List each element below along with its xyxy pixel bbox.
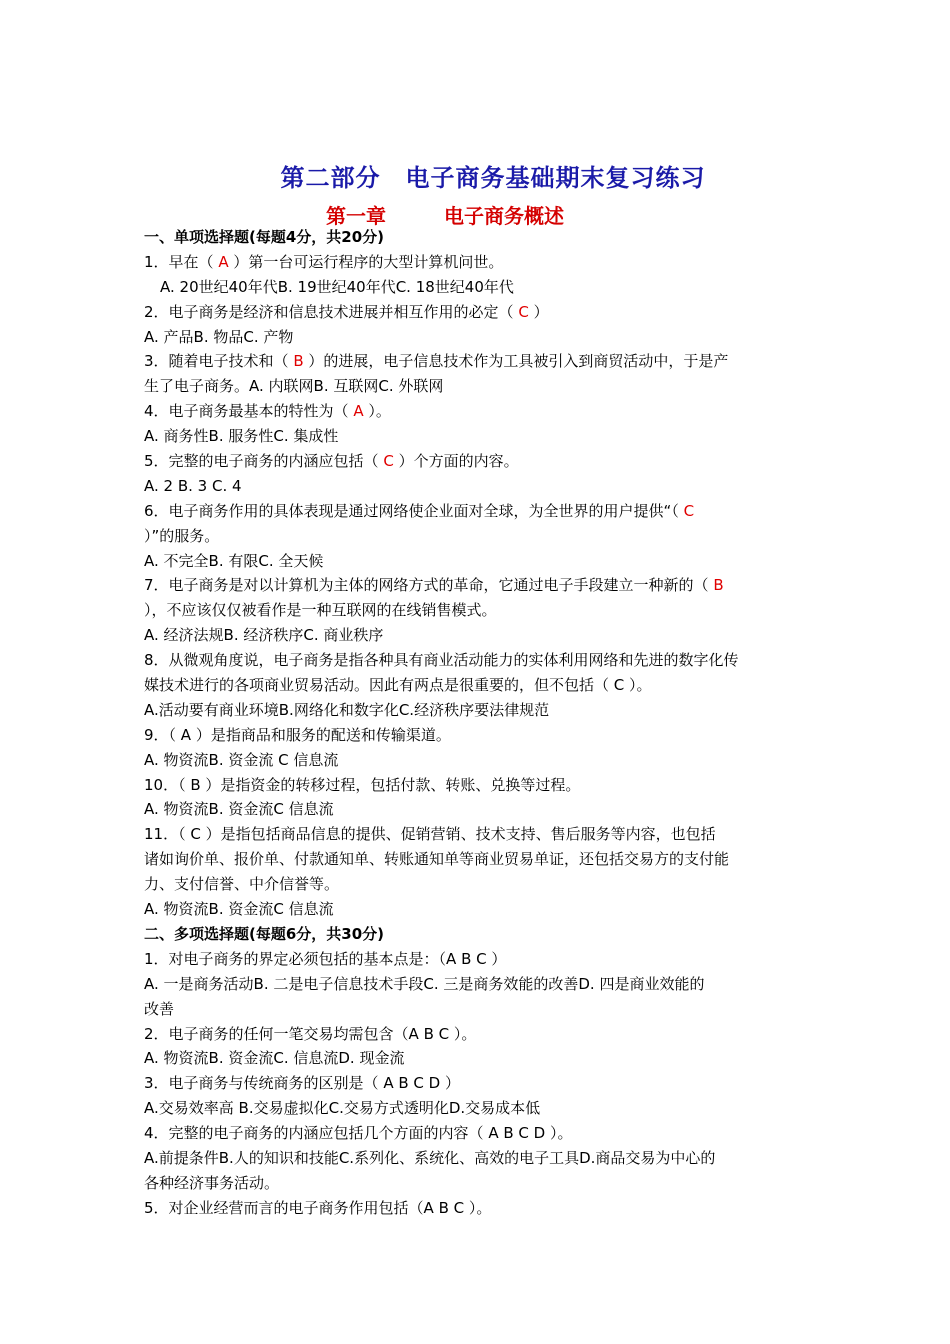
line-text: 媒技术进行的各项商业贸易活动。因此有两点是很重要的，但不包括（ C ）。: [144, 676, 652, 695]
text-line: [144, 872, 812, 897]
line-text: A. 物资流B. 资金流 C 信息流: [144, 750, 339, 769]
text-line: [144, 1071, 812, 1096]
line-text: A. 物资流B. 资金流C 信息流: [144, 900, 334, 919]
page-title: 第二部分 电子商务基础期末复习练习: [280, 164, 706, 192]
text-line: [144, 549, 812, 574]
line-text: 7．电子商务是对以计算机为主体的网络方式的革命，它通过电子手段建立一种新的（: [144, 576, 714, 595]
text-line: [144, 250, 812, 275]
line-text: 3．随着电子技术和（: [144, 352, 294, 371]
text-line: [144, 449, 812, 474]
line-text: 5．完整的电子商务的内涵应包括（: [144, 452, 384, 471]
line-text: 2．电子商务是经济和信息技术进展并相互作用的必定（: [144, 302, 519, 321]
line-text: 改善: [144, 999, 175, 1018]
text-line: [144, 673, 812, 698]
line-text: 10．（ B ）是指资金的转移过程，包括付款、转账、兑换等过程。: [144, 775, 581, 794]
text-line: [144, 1121, 812, 1146]
line-text-tail: ）个方面的内容。: [393, 452, 519, 471]
text-line: [144, 598, 812, 623]
text-line: [144, 399, 812, 424]
text-line: [144, 275, 812, 300]
text-line: [144, 822, 812, 847]
line-text: 3．电子商务与传统商务的区别是（ A B C D ）: [144, 1074, 460, 1093]
text-line: [144, 1171, 812, 1196]
line-text: ）”的服务。: [144, 526, 220, 545]
text-line: [144, 1046, 812, 1071]
text-line: [144, 1146, 812, 1171]
chapter-name: 电子商务概述: [444, 204, 564, 228]
answer-mark: A: [218, 252, 229, 271]
line-text-tail: ）: [528, 302, 549, 321]
text-line: [144, 623, 812, 648]
text-line: [144, 797, 812, 822]
line-text-tail: ）。: [363, 402, 391, 421]
answer-mark: C: [383, 452, 394, 471]
line-text: A. 2 B. 3 C. 4: [144, 476, 242, 495]
line-text: 力、支付信誉、中介信誉等。: [144, 875, 340, 894]
line-text: A. 商务性B. 服务性C. 集成性: [144, 427, 339, 446]
text-line: [144, 424, 812, 449]
line-text: 4．完整的电子商务的内涵应包括几个方面的内容（ A B C D ）。: [144, 1124, 573, 1143]
text-line: [144, 1022, 812, 1047]
answer-mark: C: [518, 302, 529, 321]
line-text: 8．从微观角度说，电子商务是指各种具有商业活动能力的实体利用网络和先进的数字化传: [144, 651, 739, 670]
line-text: 二、多项选择题(每题6分，共30分): [144, 924, 385, 943]
line-text: 11．（ C ）是指包括商品信息的提供、促销营销、技术支持、售后服务等内容，也包括: [144, 825, 716, 844]
line-text: A.活动要有商业环境B.网络化和数字化C.经济秩序要法律规范: [144, 700, 550, 719]
section-heading: [144, 225, 812, 250]
line-text: A. 一是商务活动B. 二是电子信息技术手段C. 三是商务效能的改善D. 四是商业效能的: [144, 974, 705, 993]
line-text: 一、单项选择题(每题4分，共20分): [144, 228, 385, 246]
answer-mark: C: [683, 501, 695, 520]
text-line: [144, 573, 812, 598]
text-line: [144, 648, 812, 673]
line-text-tail: ）第一台可运行程序的大型计算机问世。: [228, 252, 504, 271]
text-line: [144, 897, 812, 922]
answer-mark: B: [293, 352, 304, 371]
line-text: A. 20世纪40年代B. 19世纪40年代C. 18世纪40年代: [160, 277, 514, 296]
line-text: 各种经济事务活动。: [144, 1173, 280, 1192]
section-heading: [144, 922, 812, 947]
chapter-label: 第一章: [326, 204, 386, 228]
text-line: [144, 972, 812, 997]
text-line: [144, 698, 812, 723]
answer-mark: A: [353, 402, 364, 421]
answer-mark: B: [713, 576, 724, 595]
text-line: [144, 474, 812, 499]
line-text: A. 不完全B. 有限C. 全天候: [144, 551, 324, 570]
line-text: 9．（ A ）是指商品和服务的配送和传输渠道。: [144, 725, 451, 744]
text-line: [144, 947, 812, 972]
text-line: [144, 524, 812, 549]
text-line: [144, 1096, 812, 1121]
line-text: A.前提条件B.人的知识和技能C.系列化、系统化、高效的电子工具D.商品交易为中心的: [144, 1148, 716, 1167]
text-line: [144, 499, 812, 524]
line-text: 1．对电子商务的界定必须包括的基本点是：（A B C ）: [144, 949, 507, 968]
text-line: [144, 773, 812, 798]
line-text-tail: ）的进展，电子信息技术作为工具被引入到商贸活动中，于是产: [303, 352, 729, 371]
text-line: [144, 325, 812, 350]
text-line: [144, 1196, 812, 1221]
line-text: 1．早在（: [144, 252, 219, 271]
line-text: ），不应该仅仅被看作是一种互联网的在线销售模式。: [144, 601, 497, 620]
text-line: [144, 349, 812, 374]
text-line: [144, 300, 812, 325]
line-text: A. 物资流B. 资金流C. 信息流D. 现金流: [144, 1049, 405, 1068]
line-text: 2．电子商务的任何一笔交易均需包含（A B C ）。: [144, 1024, 477, 1043]
line-text: 生了电子商务。A. 内联网B. 互联网C. 外联网: [144, 377, 444, 396]
line-text: A.交易效率高 B.交易虚拟化C.交易方式透明化D.交易成本低: [144, 1099, 541, 1118]
line-text: A. 物资流B. 资金流C 信息流: [144, 800, 334, 819]
line-text: 诸如询价单、报价单、付款通知单、转账通知单等商业贸易单证，还包括交易方的支付能: [144, 850, 730, 869]
text-line: [144, 847, 812, 872]
line-text: 6．电子商务作用的具体表现是通过网络使企业面对全球，为全世界的用户提供“（: [144, 501, 684, 520]
line-text: A. 产品B. 物品C. 产物: [144, 327, 294, 346]
line-text: A. 经济法规B. 经济秩序C. 商业秩序: [144, 626, 384, 645]
text-line: [144, 723, 812, 748]
question-list: [144, 225, 812, 1221]
line-text: 4．电子商务最基本的特性为（: [144, 402, 354, 421]
text-line: [144, 748, 812, 773]
line-text: 5．对企业经营而言的电子商务作用包括（A B C ）。: [144, 1198, 492, 1217]
text-line: [144, 997, 812, 1022]
text-line: [144, 374, 812, 399]
